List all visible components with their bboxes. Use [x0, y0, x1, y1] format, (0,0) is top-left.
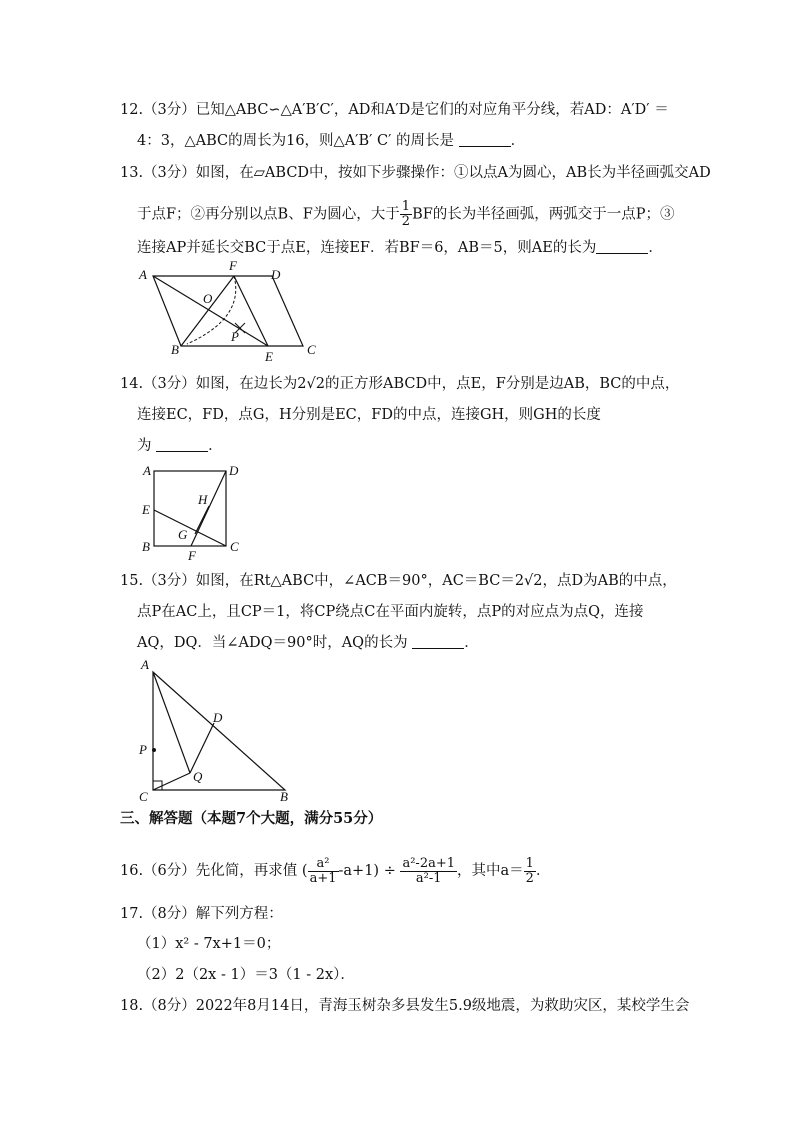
frac-num: a²-2a+1: [402, 855, 456, 871]
label-c: C: [230, 539, 239, 554]
label-h: H: [198, 492, 208, 507]
q16-end: ．: [535, 863, 551, 879]
label-p: P: [231, 329, 239, 344]
label-b: B: [280, 789, 288, 804]
q14-line3: [137, 436, 223, 456]
label-b: B: [171, 342, 179, 357]
q14-line1-text-b: 的正方形ABCD中，点E，F分别是边AB，BC的中点，: [325, 376, 680, 392]
q13-line3-text: 连接AP并延长交BC于点E，连接EF．若BF＝6，AB＝5，则AE的长为: [137, 240, 597, 256]
segment-bf: [181, 276, 234, 346]
answer-blank: [459, 132, 511, 147]
label-f: F: [229, 258, 237, 273]
q17-part1: （1）x² - 7x+1＝0；: [137, 936, 281, 952]
answer-blank: [596, 239, 648, 254]
point-p: [152, 748, 156, 752]
q13-line2-text-a: 于点F；②再分别以点B、F为圆心，大于: [137, 206, 400, 223]
label-d: D: [271, 267, 281, 282]
divide-sign: ÷: [383, 863, 396, 879]
segment-aq: [153, 672, 190, 773]
label-p: P: [139, 742, 147, 757]
q14-end: ．: [208, 438, 223, 454]
fraction-half: [400, 200, 412, 229]
frac-den: 2: [525, 870, 534, 886]
segment-dq: [190, 723, 214, 773]
label-c: C: [139, 789, 148, 804]
fraction-a2: [308, 857, 339, 886]
frac-den: a+1: [309, 870, 337, 886]
figure-right-triangle: [135, 655, 305, 805]
q12-line2: [137, 131, 525, 151]
right-angle-mark: [153, 781, 162, 790]
q16-line: [120, 854, 550, 888]
label-b: B: [142, 539, 150, 554]
label-d: D: [213, 710, 223, 725]
q15-line1-text-a: 15.（3分）如图，在Rt△ABC中，∠ACB＝90°，AC＝BC＝: [120, 573, 515, 589]
radical-value: 2√2: [514, 573, 543, 589]
label-a: A: [139, 267, 147, 282]
q15-line2: 点P在AC上，且CP＝1，将CP绕点C在平面内旋转，点P的对应点为点Q，连接: [137, 604, 644, 620]
q13-end: ．: [648, 240, 663, 256]
q13-line3: [137, 238, 663, 258]
label-d: D: [229, 463, 239, 478]
square-abcd: [154, 471, 226, 546]
answer-blank: [412, 634, 464, 649]
q15-line3-text: AQ，DQ．当∠ADQ＝90°时，AQ的长为: [137, 635, 408, 651]
q13-line2: [137, 200, 675, 229]
triangle-abc: [153, 672, 285, 790]
label-o: O: [203, 291, 213, 306]
q14-line3-text: 为: [137, 438, 152, 454]
q17-part2: （2）2（2x - 1）＝3（1 - 2x）．: [137, 967, 355, 983]
q14-line1-text-a: 14.（3分）如图，在边长为: [120, 376, 298, 392]
q15-line3: [137, 633, 479, 653]
q15-end: ．: [464, 635, 479, 651]
arc-bf: [187, 276, 236, 344]
figure-square: [140, 460, 250, 563]
q16-prefix: 16.（6分）先化简，再求值: [120, 863, 298, 879]
q12-line2-text: 4：3，△ABC的周长为16，则△A′B′ C′ 的周长是: [137, 133, 455, 149]
segment-fd: [191, 471, 226, 546]
answer-blank: [156, 437, 208, 452]
label-e: E: [142, 502, 150, 517]
q13-line1: 13.（3分）如图，在▱ABCD中，按如下步骤操作：①以点A为圆心，AB长为半径画弧交AD: [120, 165, 711, 181]
q14-line1: [120, 374, 679, 394]
q15-line1: [120, 571, 677, 591]
segment-ec: [154, 510, 226, 546]
label-e: E: [265, 349, 273, 364]
segment-gh: [195, 506, 209, 534]
frac-num: 1: [401, 199, 411, 214]
parallelogram-abcd: [153, 276, 303, 346]
frac-num: 1: [525, 855, 534, 871]
q15-line1-text-b: ，点D为AB的中点，: [542, 573, 677, 589]
q14-line2: 连接EC，FD，点G，H分别是EC，FD的中点，连接GH，则GH的长度: [137, 407, 601, 423]
radical-value: 2√2: [297, 376, 325, 392]
paren-close: ): [373, 863, 380, 879]
q12-line1: 12.（3分）已知△ABC∽△A′B′C′，AD和A′D是它们的对应角平分线，若AD：A′D′ ＝: [120, 102, 669, 118]
frac-num: a²: [308, 857, 339, 872]
label-a: A: [141, 657, 149, 672]
section-heading: 三、解答题（本题7个大题，满分55分）: [120, 810, 383, 827]
label-a: A: [143, 463, 151, 478]
frac-den: 2: [401, 214, 411, 229]
q13-line2-text-b: BF的长为半径画弧，两弧交于一点P；③: [412, 206, 675, 223]
label-c: C: [307, 342, 316, 357]
q16-mid: -a+1: [338, 863, 374, 879]
q12-end: ．: [510, 133, 526, 149]
figure-parallelogram: [135, 258, 325, 363]
frac-den: a²-1: [415, 870, 442, 886]
paren-open: (: [301, 863, 308, 879]
q16-suffix: ，其中a＝: [457, 863, 524, 879]
q18-line1: 18.（8分）2022年8月14日，青海玉树杂多县发生5.9级地震，为救助灾区，某校学生会: [120, 998, 690, 1014]
label-q: Q: [193, 769, 203, 784]
fraction-half: [524, 857, 536, 886]
label-f: F: [188, 548, 196, 563]
q17-title: 17.（8分）解下列方程：: [120, 906, 283, 922]
fraction-expression: [400, 857, 457, 886]
label-g: G: [178, 527, 188, 542]
